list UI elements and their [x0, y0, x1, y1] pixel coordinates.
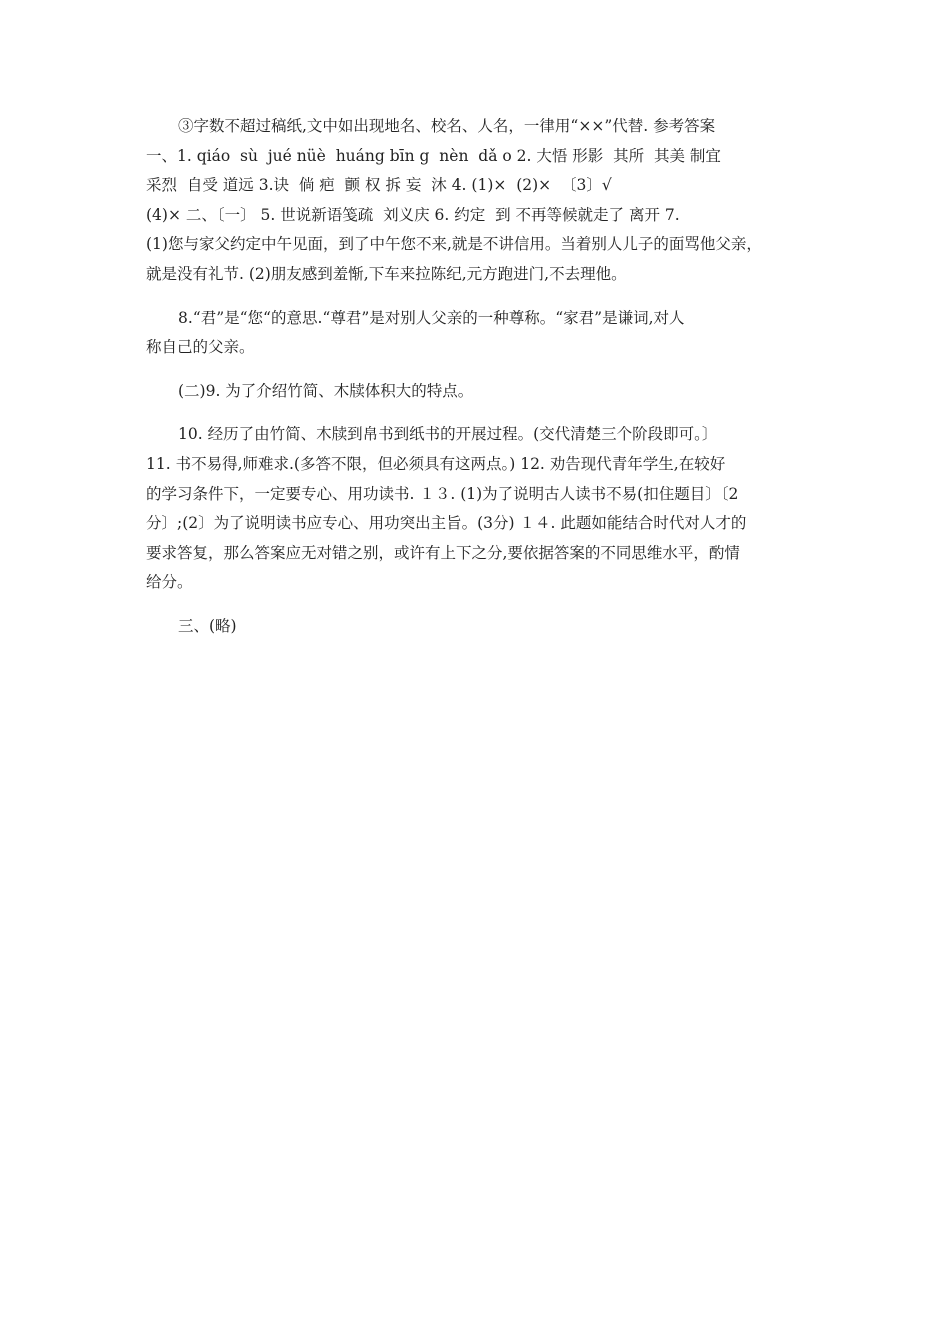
text-line: 的学习条件下，一定要专心、用功读书. １３. (1)为了说明古人读书不易(扣住题目〕〔2: [146, 484, 739, 503]
answer-paragraph-4: [146, 420, 806, 598]
text-line: (二)9. 为了介绍竹简、木牍体积大的特点。: [178, 381, 474, 400]
answer-paragraph-2: [146, 304, 806, 363]
text-line: 一、1. qiáo sù jué nüè huáng bīn g nèn dǎ o 2. 大悟 形影 其所 其美 制宜: [146, 146, 721, 165]
text-line: 就是没有礼节. (2)朋友感到羞惭,下车来拉陈纪,元方跑进门,不去理他。: [146, 264, 627, 283]
answer-paragraph-1: [146, 112, 806, 290]
text-line: 10. 经历了由竹简、木牍到帛书到纸书的开展过程。(交代清楚三个阶段即可。〕: [178, 425, 718, 444]
text-line: 采烈 自受 道远 3.诀 倘 疤 颤 权 拆 妄 沐 4. (1)× (2)× 〔3〕√: [146, 176, 612, 195]
text-line: 要求答复，那么答案应无对错之别，或许有上下之分,要依据答案的不同思维水平，酌情: [146, 543, 740, 562]
text-line: 11. 书不易得,师难求.(多答不限，但必须具有这两点。) 12. 劝告现代青年学生,在较好: [146, 454, 726, 473]
answer-paragraph-3: [146, 377, 806, 407]
text-line: ③字数不超过稿纸,文中如出现地名、校名、人名，一律用“××”代替. 参考答案: [178, 117, 716, 135]
text-line: (1)您与家父约定中午见面，到了中午您不来,就是不讲信用。当着别人儿子的面骂他父亲，: [146, 235, 762, 254]
text-line: 给分。: [146, 573, 193, 592]
text-line: (4)× 二、〔一〕 5. 世说新语笺疏 刘义庆 6. 约定 到 不再等候就走了 离开 7.: [146, 205, 680, 224]
document-page: [146, 112, 806, 656]
text-line: 8.“君”是“您“的意思.“尊君”是对别人父亲的一种尊称。“家君”是谦词,对人: [178, 308, 685, 327]
answer-paragraph-5: [146, 612, 806, 642]
text-line: 称自己的父亲。: [146, 338, 255, 357]
text-line: 三、(略): [178, 616, 237, 635]
text-line: 分〕;(2〕为了说明读书应专心、用功突出主旨。(3分) １４. 此题如能结合时代对人才的: [146, 514, 747, 533]
